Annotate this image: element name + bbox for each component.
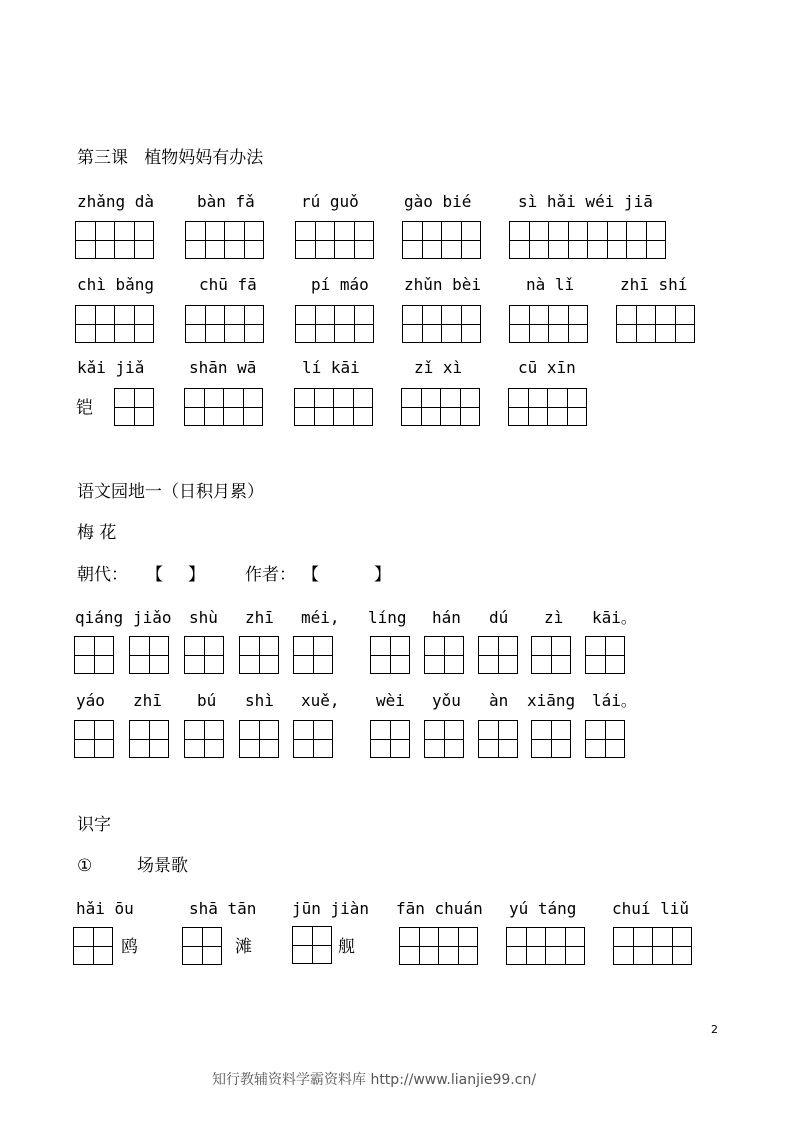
bracket-open: 【 <box>302 565 319 585</box>
writing-grid[interactable] <box>185 221 264 259</box>
pinyin-label: zhǔn bèi <box>404 275 482 294</box>
writing-grid[interactable] <box>295 221 374 259</box>
writing-cell[interactable] <box>585 636 625 674</box>
writing-grid[interactable] <box>613 927 692 965</box>
writing-cell[interactable] <box>129 720 169 758</box>
given-character: 鸥 <box>121 937 138 957</box>
lesson-number: 第三课 <box>77 148 128 168</box>
footer-text: 知行教辅资料学霸资料库 http://www.lianjie99.cn/ <box>212 1072 537 1088</box>
pinyin-label: zì <box>544 608 564 627</box>
bracket-close: 】 <box>188 565 205 585</box>
page-number: 2 <box>711 1023 718 1036</box>
writing-grid[interactable] <box>402 305 481 343</box>
pinyin-label: shān wā <box>189 358 257 377</box>
author-label: 作者： <box>245 565 296 585</box>
pinyin-label: jiǎo <box>133 608 172 627</box>
writing-grid[interactable] <box>185 305 264 343</box>
pinyin-label: fān chuán <box>396 899 483 918</box>
item-title: 场景歌 <box>137 856 188 876</box>
writing-cell[interactable] <box>424 720 464 758</box>
given-character: 舰 <box>338 937 355 957</box>
section-title: 识字 <box>77 815 111 835</box>
pinyin-label: shā tān <box>189 899 257 918</box>
pinyin-label: méi, <box>301 608 340 627</box>
pinyin-label: zhī <box>133 691 162 710</box>
writing-cell[interactable] <box>293 636 333 674</box>
writing-cell[interactable] <box>114 388 154 426</box>
item-number: ① <box>77 856 93 876</box>
writing-grid[interactable] <box>295 305 374 343</box>
writing-cell[interactable] <box>531 636 571 674</box>
writing-cell[interactable] <box>478 636 518 674</box>
writing-cell[interactable] <box>239 720 279 758</box>
pinyin-label: chì bǎng <box>77 275 155 294</box>
writing-cell[interactable] <box>370 636 410 674</box>
pinyin-label: àn <box>489 691 509 710</box>
pinyin-label: rú guǒ <box>301 192 359 211</box>
pinyin-label: hǎi ōu <box>76 899 134 918</box>
writing-cell[interactable] <box>74 720 114 758</box>
pinyin-label: xuě, <box>301 691 340 710</box>
pinyin-label: yáo <box>76 691 105 710</box>
writing-cell[interactable] <box>531 720 571 758</box>
lesson-subtitle: 植物妈妈有办法 <box>144 148 264 168</box>
writing-cell[interactable] <box>73 927 113 965</box>
pinyin-label: chuí liǔ <box>612 899 690 918</box>
pinyin-label: lái。 <box>592 691 637 710</box>
pinyin-label: hán <box>432 608 461 627</box>
writing-grid[interactable] <box>509 221 666 259</box>
pinyin-label: sì hǎi wéi jiā <box>518 192 653 211</box>
bracket-open: 【 <box>146 565 163 585</box>
pinyin-label: kāi。 <box>592 608 637 627</box>
writing-grid[interactable] <box>506 927 585 965</box>
pinyin-label: zhǎng dà <box>77 192 155 211</box>
pinyin-label: bàn fǎ <box>197 192 255 211</box>
writing-grid[interactable] <box>399 927 478 965</box>
pinyin-label: gào bié <box>404 192 472 211</box>
writing-grid[interactable] <box>508 388 587 426</box>
poem-title: 梅 花 <box>77 523 117 543</box>
pinyin-label: bú <box>197 691 217 710</box>
bracket-close: 】 <box>374 565 391 585</box>
writing-cell[interactable] <box>292 926 332 964</box>
writing-cell[interactable] <box>129 636 169 674</box>
pinyin-label: shù <box>189 608 218 627</box>
writing-grid[interactable] <box>402 221 481 259</box>
writing-grid[interactable] <box>616 305 695 343</box>
pinyin-label: lí kāi <box>302 358 360 377</box>
given-character: 滩 <box>235 937 252 957</box>
pinyin-label: xiāng <box>527 691 576 710</box>
pinyin-label: nà lǐ <box>526 275 575 294</box>
pinyin-label: wèi <box>376 691 405 710</box>
writing-cell[interactable] <box>74 636 114 674</box>
writing-cell[interactable] <box>370 720 410 758</box>
pinyin-label: cū xīn <box>518 358 576 377</box>
writing-cell[interactable] <box>184 636 224 674</box>
writing-cell[interactable] <box>424 636 464 674</box>
pinyin-label: pí máo <box>311 275 369 294</box>
writing-cell[interactable] <box>585 720 625 758</box>
writing-grid[interactable] <box>75 305 154 343</box>
dynasty-label: 朝代： <box>77 565 128 585</box>
pinyin-label: chū fā <box>199 275 257 294</box>
writing-grid[interactable] <box>401 388 480 426</box>
pinyin-label: zhī shí <box>620 275 688 294</box>
pinyin-label: qiáng <box>75 608 124 627</box>
writing-cell[interactable] <box>182 927 222 965</box>
pinyin-label: shì <box>245 691 274 710</box>
pinyin-label: yú táng <box>509 899 577 918</box>
pinyin-label: zǐ xì <box>414 358 463 377</box>
pinyin-label: yǒu <box>432 691 461 710</box>
pinyin-label: kǎi jiǎ <box>77 358 145 377</box>
pinyin-label: dú <box>489 608 509 627</box>
writing-grid[interactable] <box>509 305 588 343</box>
writing-grid[interactable] <box>75 221 154 259</box>
lesson-title <box>77 148 263 168</box>
writing-cell[interactable] <box>184 720 224 758</box>
pinyin-label: líng <box>368 608 407 627</box>
writing-cell[interactable] <box>293 720 333 758</box>
section-title: 语文园地一（日积月累） <box>77 482 264 502</box>
writing-grid[interactable] <box>294 388 373 426</box>
pinyin-label: zhī <box>245 608 274 627</box>
pinyin-label: jūn jiàn <box>292 899 370 918</box>
writing-grid[interactable] <box>184 388 263 426</box>
given-character: 铠 <box>76 398 93 418</box>
writing-cell[interactable] <box>478 720 518 758</box>
writing-cell[interactable] <box>239 636 279 674</box>
